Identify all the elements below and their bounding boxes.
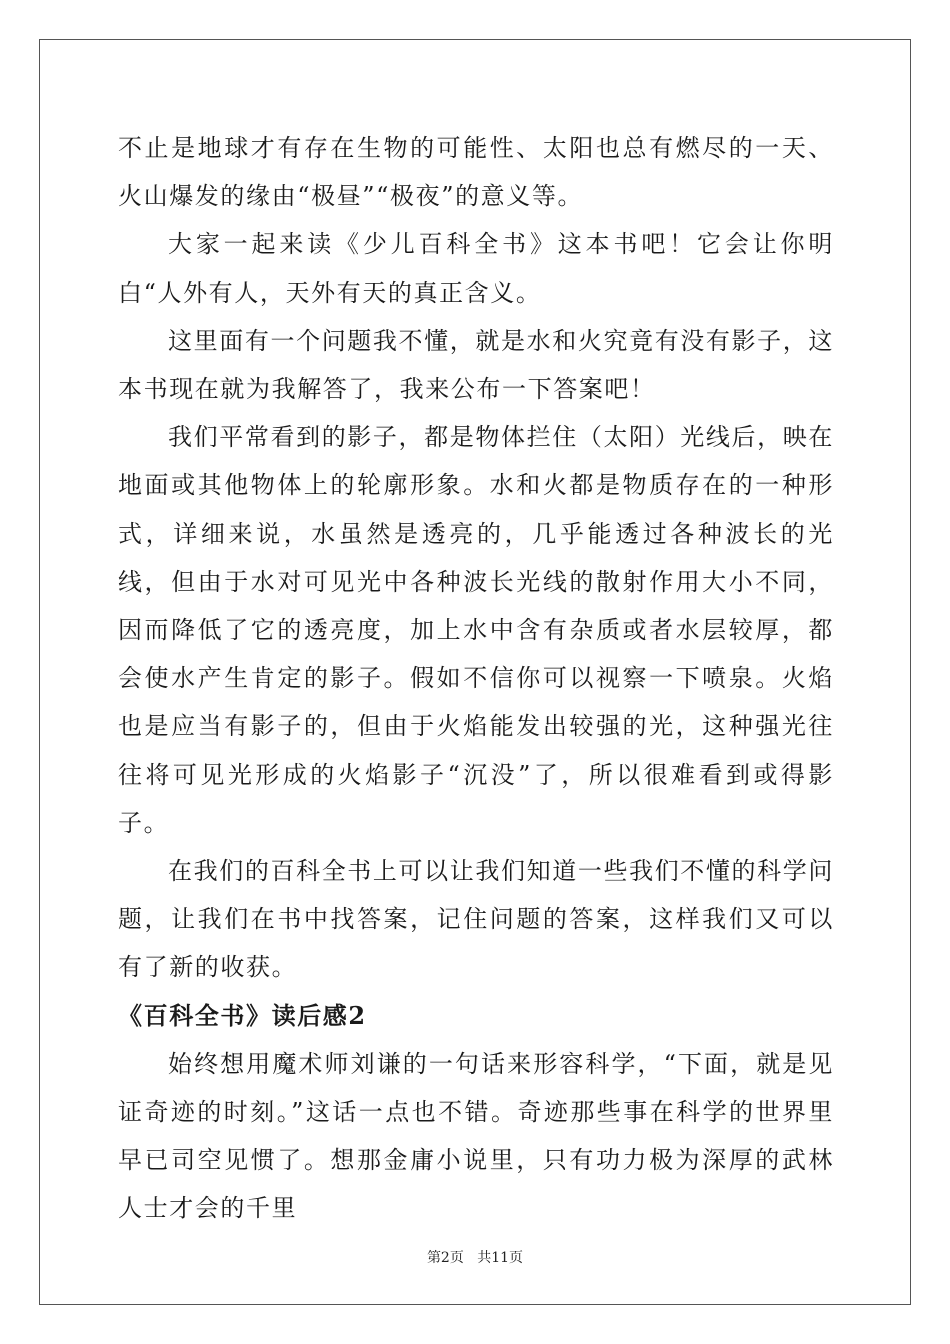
page-footer bbox=[0, 1247, 950, 1267]
paragraph: 始终想用魔术师刘谦的一句话来形容科学，“下面，就是见证奇迹的时刻。”这话一点也不错。奇迹那些事在科学的世界里早已司空见惯了。想那金庸小说里，只有功力极为深厚的武林人士才会的千里 bbox=[118, 1049, 834, 1223]
document-body bbox=[118, 124, 834, 1233]
page-total: 共11页 bbox=[477, 1250, 524, 1266]
paragraph: 在我们的百科全书上可以让我们知道一些我们不懂的科学问题，让我们在书中找答案，记住问题的答案，这样我们又可以有了新的收获。 bbox=[118, 857, 834, 982]
paragraph: 大家一起来读《少儿百科全书》这本书吧！它会让你明白“人外有人，天外有天的真正含义。 bbox=[118, 230, 834, 307]
paragraph-continued: 不止是地球才有存在生物的可能性、太阳也总有燃尽的一天、火山爆发的缘由“极昼”“极夜”的意义等。 bbox=[118, 134, 834, 211]
paragraph: 我们平常看到的影子，都是物体拦住（太阳）光线后，映在地面或其他物体上的轮廓形象。水和火都是物质存在的一种形式，详细来说，水虽然是透亮的，几乎能透过各种波长的光线，但由于水对可见光中各种波长光线的散射作用大小不同，因而降低了它的透亮度，加上水中含有杂质或者水层较厚，都会使水产生肯定的影子。假如不信你可以视察一下喷泉。火焰也是应当有影子的，但由于火焰能发出较强的光，这种强光往往将可见光形成的火焰影子“沉没”了，所以很难看到或得影子。 bbox=[118, 423, 834, 837]
paragraph: 这里面有一个问题我不懂，就是水和火究竟有没有影子，这本书现在就为我解答了，我来公布一下答案吧！ bbox=[118, 326, 834, 404]
section-heading: 《百科全书》读后感2 bbox=[118, 1000, 367, 1030]
page-number: 第2页 bbox=[426, 1250, 464, 1266]
